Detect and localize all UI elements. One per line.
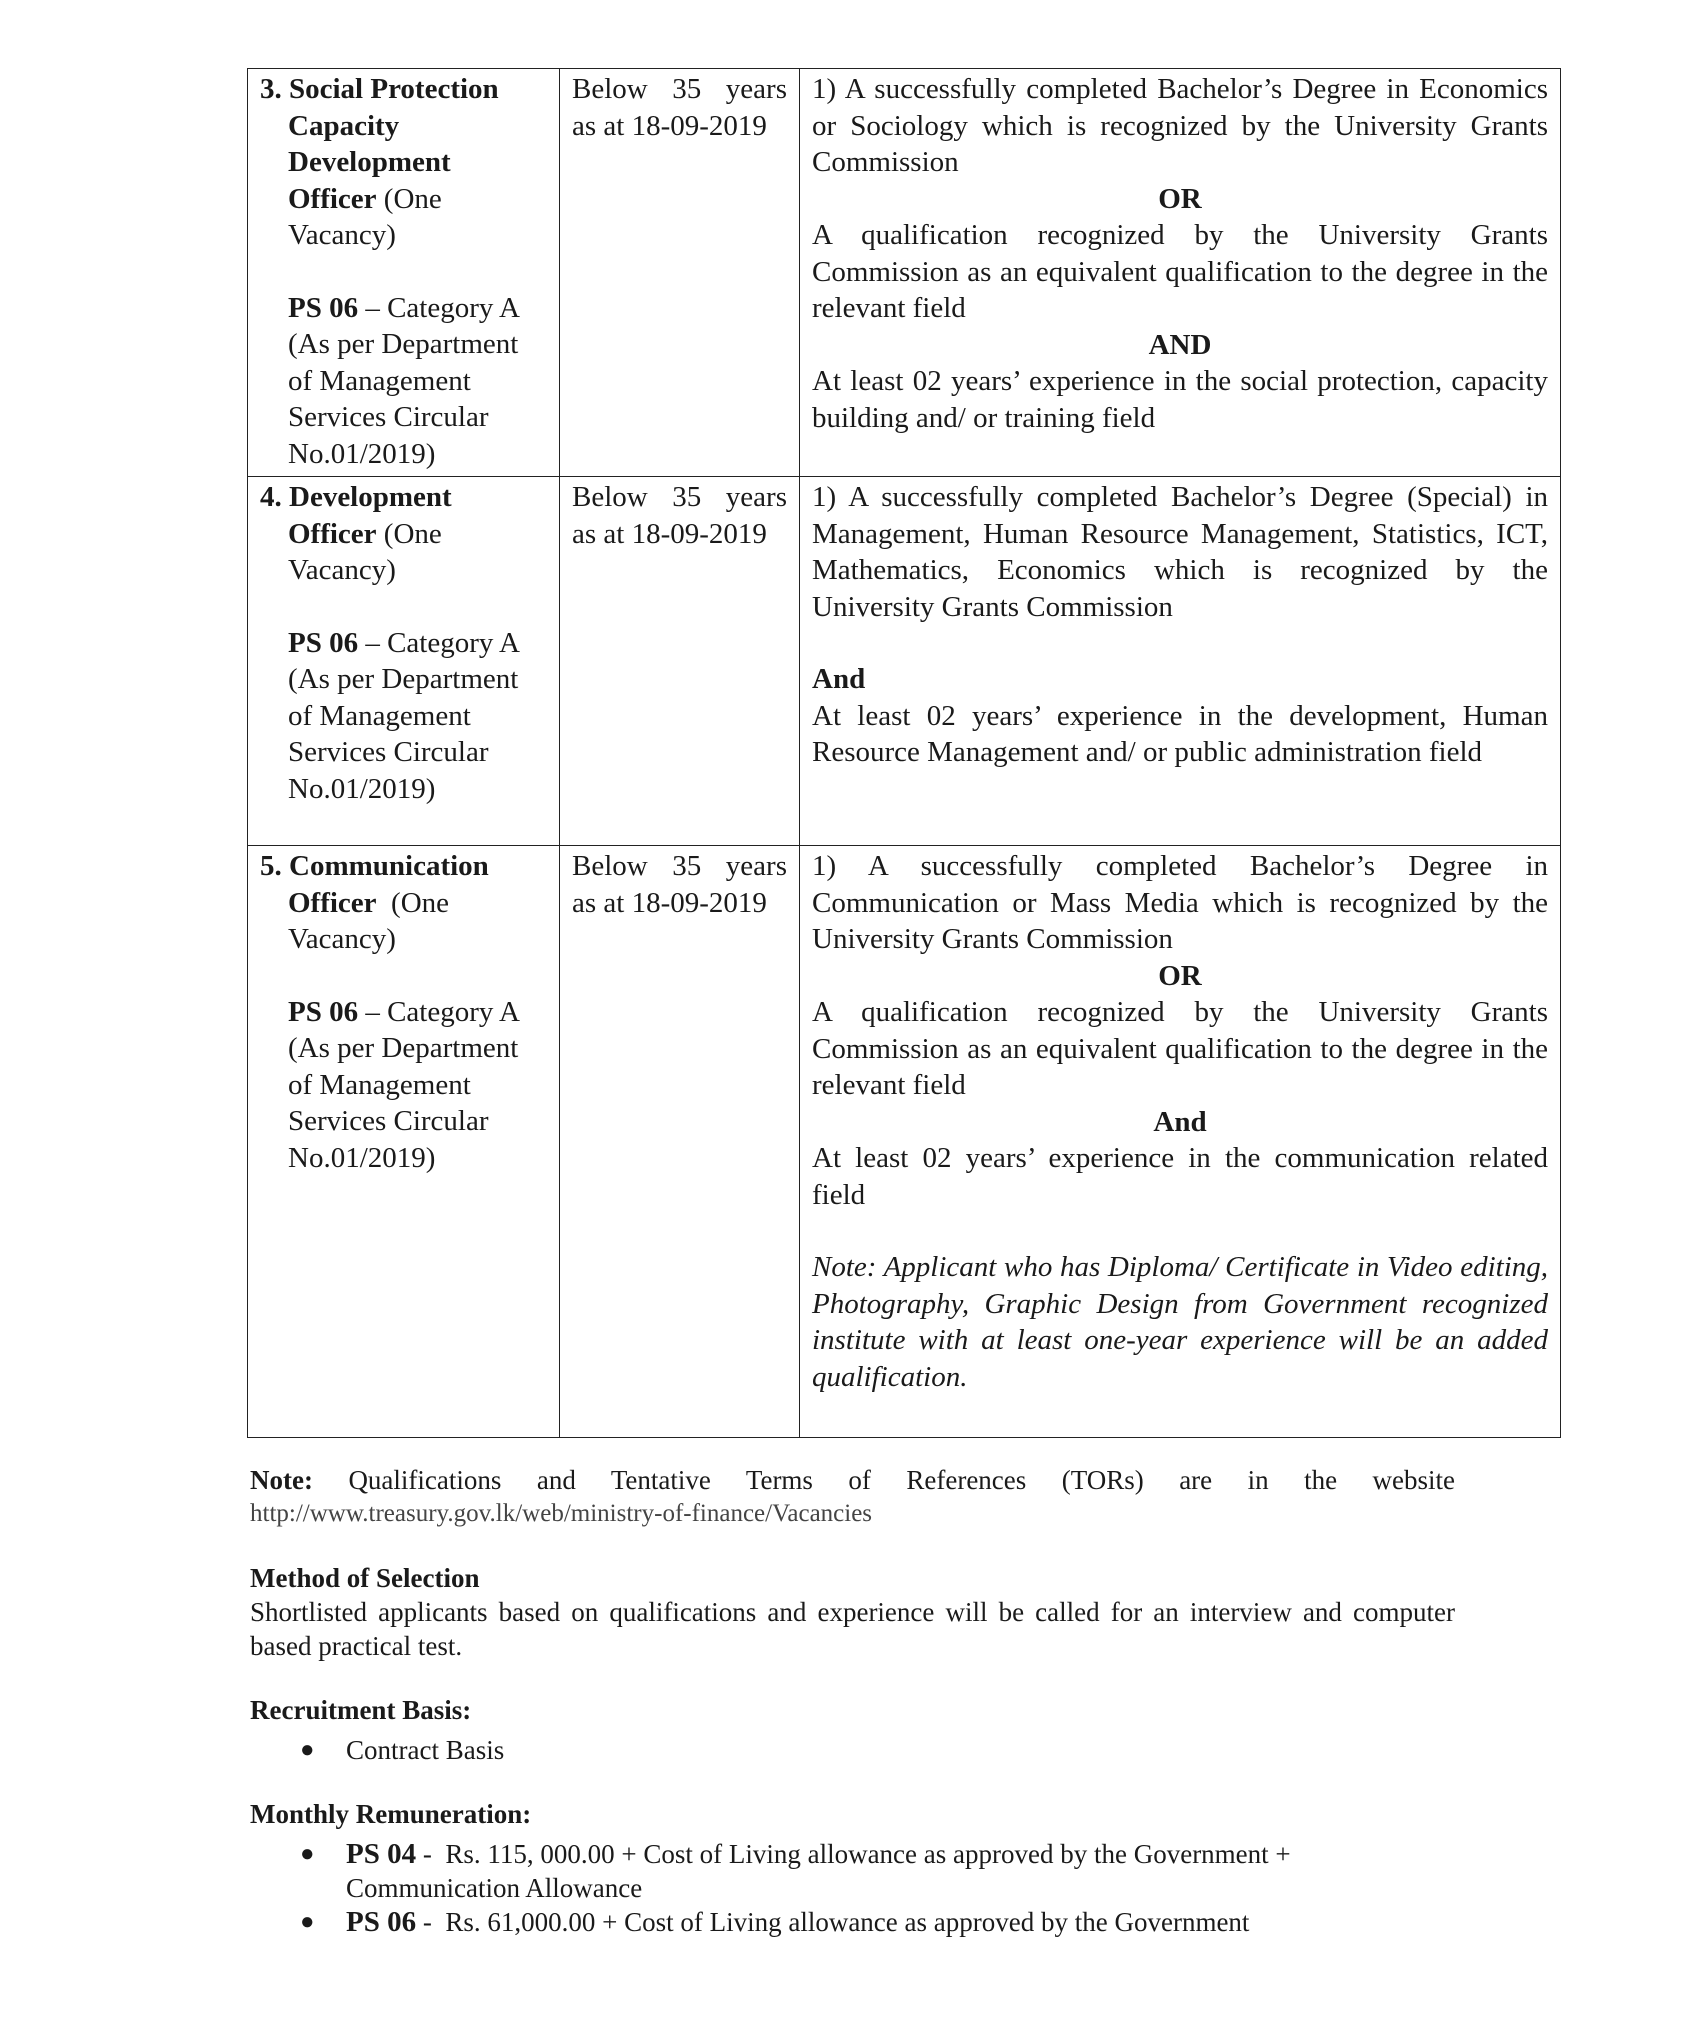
bullet-icon: ● — [300, 1841, 315, 1867]
recruitment-heading: Recruitment Basis: — [250, 1695, 472, 1725]
note-paragraph: Note: Qualifications and Tentative Terms of References (TORs) are in the website — [250, 1465, 1456, 1495]
table-row — [248, 477, 1561, 846]
vacancies-link[interactable]: http://www.treasury.gov.lk/web/ministry-of-finance/Vacancies — [250, 1500, 873, 1527]
table-row — [248, 846, 1561, 1438]
list-item: ● PS 04 - Rs. 115, 000.00 + Cost of Living allowance as approved by the Government + Communication Allowance — [300, 1838, 1291, 1903]
qualification-cell: 1) A successfully completed Bachelor’s Degree (Special) in Management, Human Resource Management, Statistics, ICT, Mathematics, Economics which is recognized by the University Grants Commission And At least 02 years’ experience in the development, Human Resource Management and/ or public administration field — [800, 477, 1561, 846]
pay-scale: PS 06 – Category A — [288, 995, 520, 1028]
qualification-note: Note: Applicant who has Diploma/ Certificate in Video editing, Photography, Graphic Design from Government recognized institute with at least one-year experience will be an added qualification. — [812, 1251, 1548, 1393]
bullet-icon: ● — [300, 1737, 315, 1763]
list-item: ● PS 06 - Rs. 61,000.00 + Cost of Living allowance as approved by the Government — [300, 1906, 1250, 1938]
vacancy-table — [247, 68, 1561, 1438]
age-cell: Below 35 years as at 18-09-2019 — [560, 69, 800, 477]
age-cell: Below 35 years as at 18-09-2019 — [560, 846, 800, 1438]
post-cell: 4. Development Officer (One Vacancy) PS 06 – Category A (As per Department of Management Services Circular No.01/2019) — [248, 477, 560, 846]
body-text — [250, 1463, 1455, 1939]
recruitment-list — [250, 1733, 1455, 1767]
post-title: 3. Social Protection — [260, 73, 499, 105]
post-title: 4. Development — [260, 481, 452, 513]
age-cell: Below 35 years as at 18-09-2019 — [560, 477, 800, 846]
post-title: 5. Communication — [260, 850, 489, 882]
bullet-icon: ● — [300, 1909, 315, 1935]
qualification-cell: 1) A successfully completed Bachelor’s Degree in Communication or Mass Media which is recognized by the University Grants Commission OR A qualification recognized by the University Grants Commission as an equivalent qualification to the degree in the relevant field And At least 02 years’ experience in the communication related field Note: Applicant who has Diploma/ Certificate in Video editing, Photography, Graphic Design from Government recognized institute with at least one-year experience will be an added qualification. — [800, 846, 1561, 1438]
pay-scale: PS 06 – Category A — [288, 626, 520, 659]
list-item: ● Contract Basis — [300, 1735, 505, 1765]
pay-scale: PS 06 – Category A — [288, 291, 520, 324]
selection-heading: Method of Selection — [250, 1563, 480, 1593]
post-cell: 3. Social Protection Capacity Development Officer (One Vacancy) PS 06 – Category A (As per Department of Management Services Circular No.01/2019) — [248, 69, 560, 477]
remuneration-heading: Monthly Remuneration: — [250, 1799, 532, 1829]
post-cell: 5. Communication Officer (One Vacancy) PS 06 – Category A (As per Department of Management Services Circular No.01/2019) — [248, 846, 560, 1438]
qualification-cell: 1) A successfully completed Bachelor’s Degree in Economics or Sociology which is recognized by the University Grants Commission OR A qualification recognized by the University Grants Commission as an equivalent qualification to the degree in the relevant field AND At least 02 years’ experience in the social protection, capacity building and/ or training field — [800, 69, 1561, 477]
remuneration-list — [250, 1837, 1455, 1939]
table-row — [248, 69, 1561, 477]
selection-text: Shortlisted applicants based on qualifications and experience will be called for an interview and computer based practical test. — [250, 1597, 1455, 1661]
